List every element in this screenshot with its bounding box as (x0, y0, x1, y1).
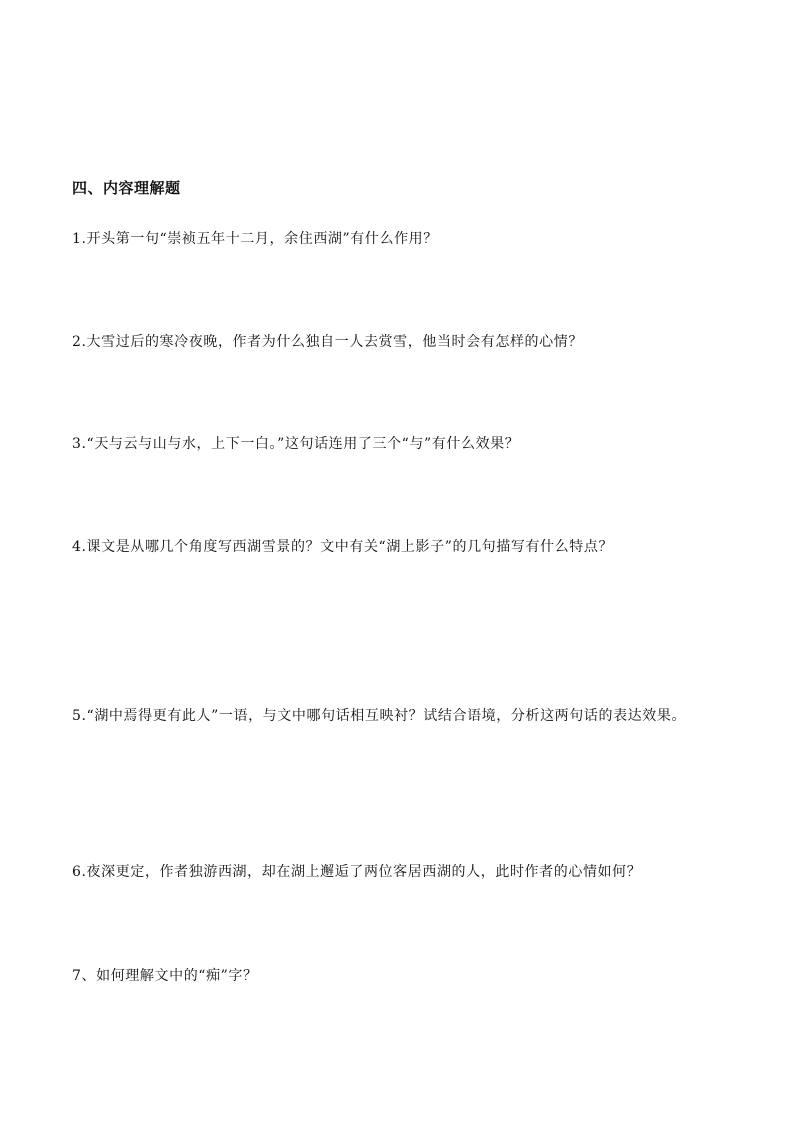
question-6: 6.夜深更定，作者独游西湖，却在湖上邂逅了两位客居西湖的人，此时作者的心情如何？ (72, 864, 642, 880)
question-4: 4.课文是从哪几个角度写西湖雪景的？文中有关“湖上影子”的几句描写有什么特点？ (72, 539, 614, 555)
question-1: 1.开头第一句“崇祯五年十二月，余住西湖”有什么作用？ (72, 231, 438, 247)
question-2: 2.大雪过后的寒冷夜晚，作者为什么独自一人去赏雪，他当时会有怎样的心情？ (72, 334, 583, 350)
question-5: 5.“湖中焉得更有此人”一语，与文中哪句话相互映衬？试结合语境，分析这两句话的表达效果。 (72, 708, 687, 724)
question-7: 7、如何理解文中的“痴”字？ (72, 968, 258, 984)
section-title: 四、内容理解题 (72, 179, 181, 197)
question-3: 3.“天与云与山与水，上下一白。”这句话连用了三个“与”有什么效果？ (72, 436, 520, 452)
